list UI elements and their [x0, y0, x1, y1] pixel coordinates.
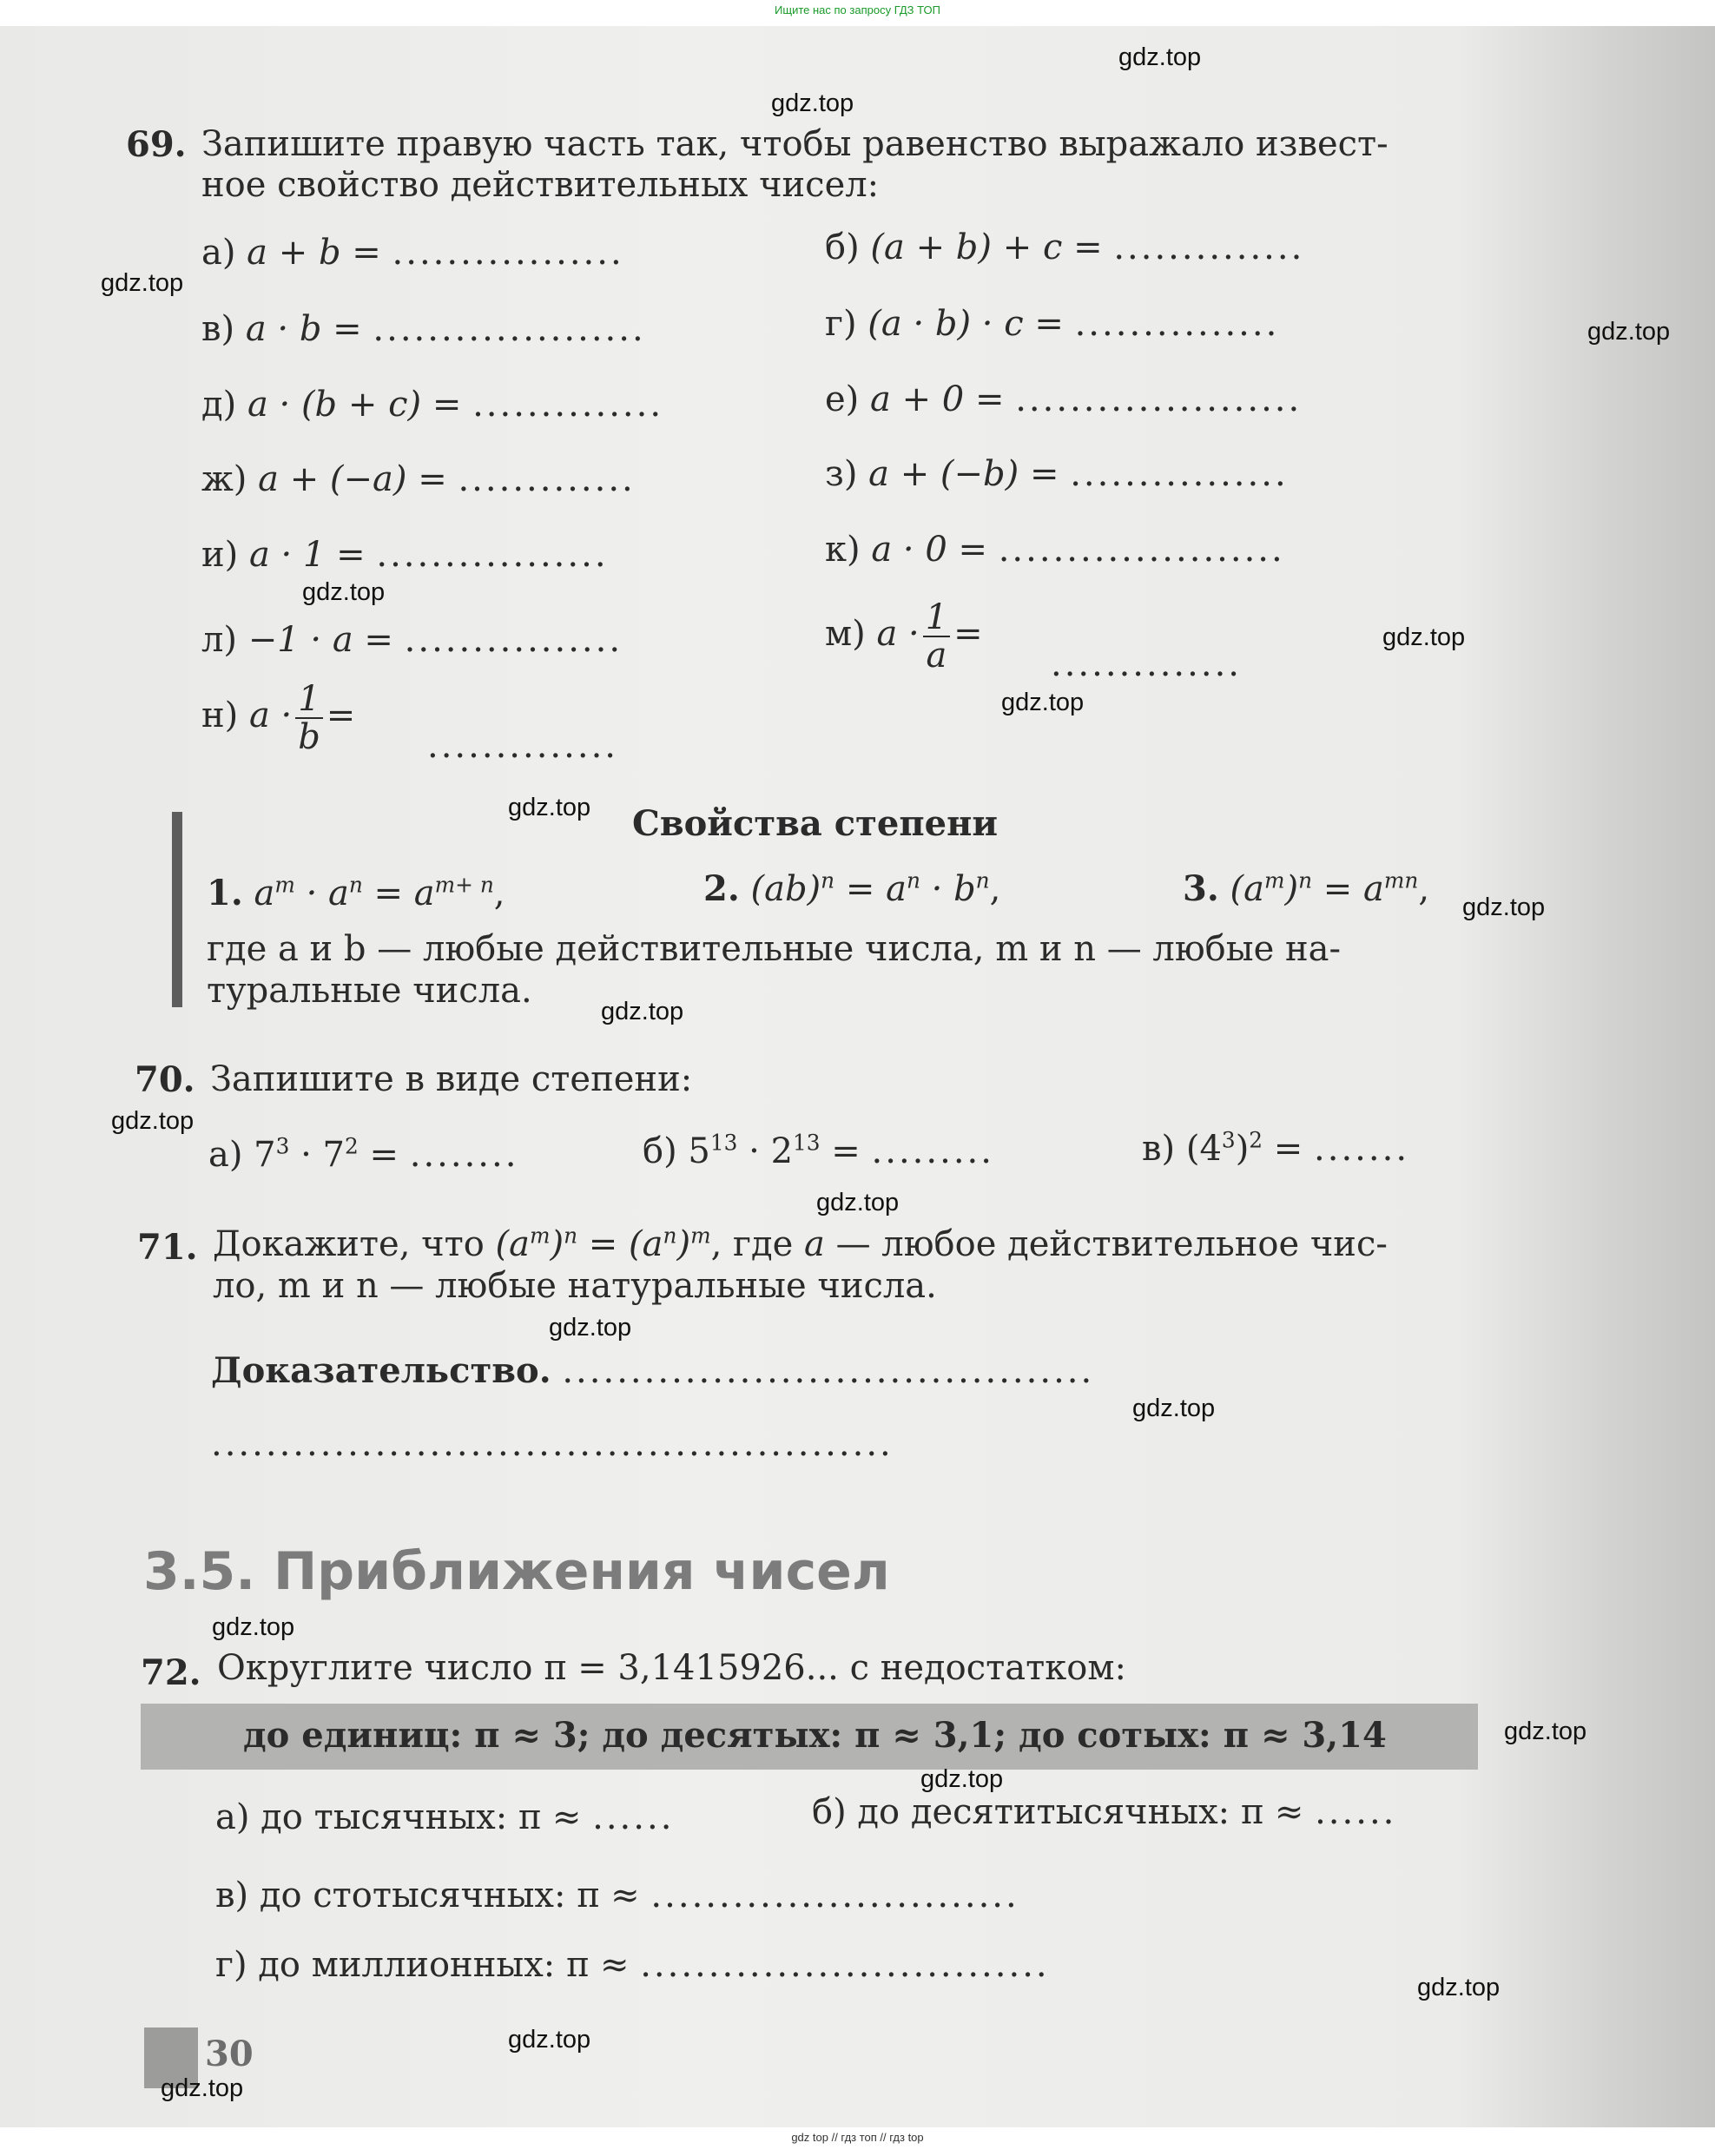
example-text: до единиц: π ≈ 3; до десятых: π ≈ 3,1; до сотых: π ≈ 3,14 [243, 1715, 1387, 1756]
exercise-70-number: 70. [135, 1059, 195, 1100]
watermark: gdz.top [601, 998, 684, 1025]
item-70b: б) $5^{13} \cdot 2^{13}$ = ......... [643, 1130, 994, 1171]
item-69z: з) a + (−b) = ................ [825, 454, 1289, 494]
watermark: gdz.top [101, 269, 184, 297]
item-69g: г) (a · b) · c = ............... [825, 304, 1280, 344]
bottom-footer: gdz top // гдз топ // гдз top [791, 2131, 924, 2144]
section-title: 3.5. Приближения чисел [143, 1541, 890, 1602]
exercise-69-text-2: ное свойство действительных чисел: [201, 165, 880, 205]
item-72v: в) до стотысячных: π ≈ ........................... [215, 1876, 1019, 1915]
watermark: gdz.top [1587, 318, 1671, 346]
item-69b: б) (a + b) + c = .............. [825, 227, 1305, 267]
item-70v: в) $(4^3)^2$ = ....... [1142, 1127, 1410, 1169]
watermark: gdz.top [1001, 689, 1085, 716]
item-69a: а) a + b = ................. [201, 233, 624, 273]
item-69m: м) a · $\frac{1}{a}$ = [825, 597, 983, 676]
fraction-1-over-b: $\frac{1}{b}$ [295, 681, 322, 755]
powers-title: Свойства степени [632, 803, 999, 844]
rule-box-bar [172, 812, 182, 1007]
item-69m-dots: .............. [1051, 644, 1243, 684]
exercise-72-number: 72. [141, 1652, 201, 1693]
exercise-69-number: 69. [126, 124, 187, 165]
watermark: gdz.top [111, 1107, 195, 1135]
item-69e: е) a + 0 = ..................... [825, 379, 1303, 419]
watermark: gdz.top [302, 578, 386, 606]
item-69k: к) a · 0 = ..................... [825, 530, 1285, 570]
item-69i: и) a · 1 = ................. [201, 535, 609, 575]
exercise-71-text-1: Докажите, что $(a^m)^n = (a^n)^m$, где a — любое действительное чис- [213, 1223, 1388, 1264]
watermark: gdz.top [920, 1765, 1004, 1793]
watermark: gdz.top [1462, 893, 1546, 921]
item-69n: н) a · $\frac{1}{b}$ = [201, 679, 356, 757]
watermark: gdz.top [1504, 1718, 1587, 1745]
item-72a: а) до тысячных: π ≈ ...... [215, 1797, 675, 1837]
page-number: 30 [205, 2034, 254, 2074]
watermark: gdz.top [212, 1613, 295, 1641]
item-69l: л) −1 · a = ................ [201, 620, 623, 660]
power-property-3: 3. $(a^m)^n = a^{mn}$, [1183, 867, 1430, 909]
watermark: gdz.top [1118, 43, 1202, 71]
powers-note-2: туральные числа. [207, 971, 532, 1011]
watermark: gdz.top [508, 794, 591, 821]
watermark: gdz.top [816, 1189, 900, 1216]
watermark: gdz.top [771, 89, 854, 117]
item-70a: а) $7^3 \cdot 7^2$ = ........ [208, 1133, 519, 1175]
top-banner[interactable]: Ищите нас по запросу ГДЗ ТОП [775, 3, 940, 16]
exercise-71-text-2: ло, m и n — любые натуральные числа. [213, 1266, 937, 1306]
watermark: gdz.top [1382, 623, 1466, 651]
watermark: gdz.top [1417, 1974, 1501, 2001]
item-72g: г) до миллионных: π ≈ .............................. [215, 1945, 1050, 1985]
item-72b: б) до десятитысячных: π ≈ ...... [812, 1792, 1397, 1832]
item-69n-dots: .............. [427, 726, 619, 766]
watermark: gdz.top [161, 2074, 244, 2102]
power-property-1: 1. $a^m \cdot a^n = a^{m+ n}$, [207, 872, 505, 913]
watermark: gdz.top [1132, 1394, 1216, 1422]
watermark: gdz.top [549, 1314, 632, 1342]
exercise-71-number: 71. [137, 1227, 198, 1268]
powers-note-1: где a и b — любые действительные числа, m и n — любые на- [207, 929, 1341, 969]
exercise-72-text: Округлите число π = 3,1415926... с недостатком: [217, 1648, 1126, 1688]
watermark: gdz.top [508, 2026, 591, 2054]
item-69v: в) a · b = .................... [201, 309, 646, 349]
exercise-70-text: Запишите в виде степени: [210, 1059, 693, 1099]
item-69d: д) a · (b + c) = .............. [201, 385, 664, 425]
proof-line: Доказательство. ....................................... [211, 1350, 1095, 1391]
fraction-1-over-a: $\frac{1}{a}$ [923, 599, 950, 674]
exercise-69-text-1: Запишите правую часть так, чтобы равенство выражало извест- [201, 124, 1388, 164]
power-property-2: 2. $(ab)^n = a^n \cdot b^n$, [703, 867, 1001, 909]
item-69zh: ж) a + (−a) = ............. [201, 459, 636, 499]
proof-line-2: .................................................. [211, 1424, 894, 1464]
